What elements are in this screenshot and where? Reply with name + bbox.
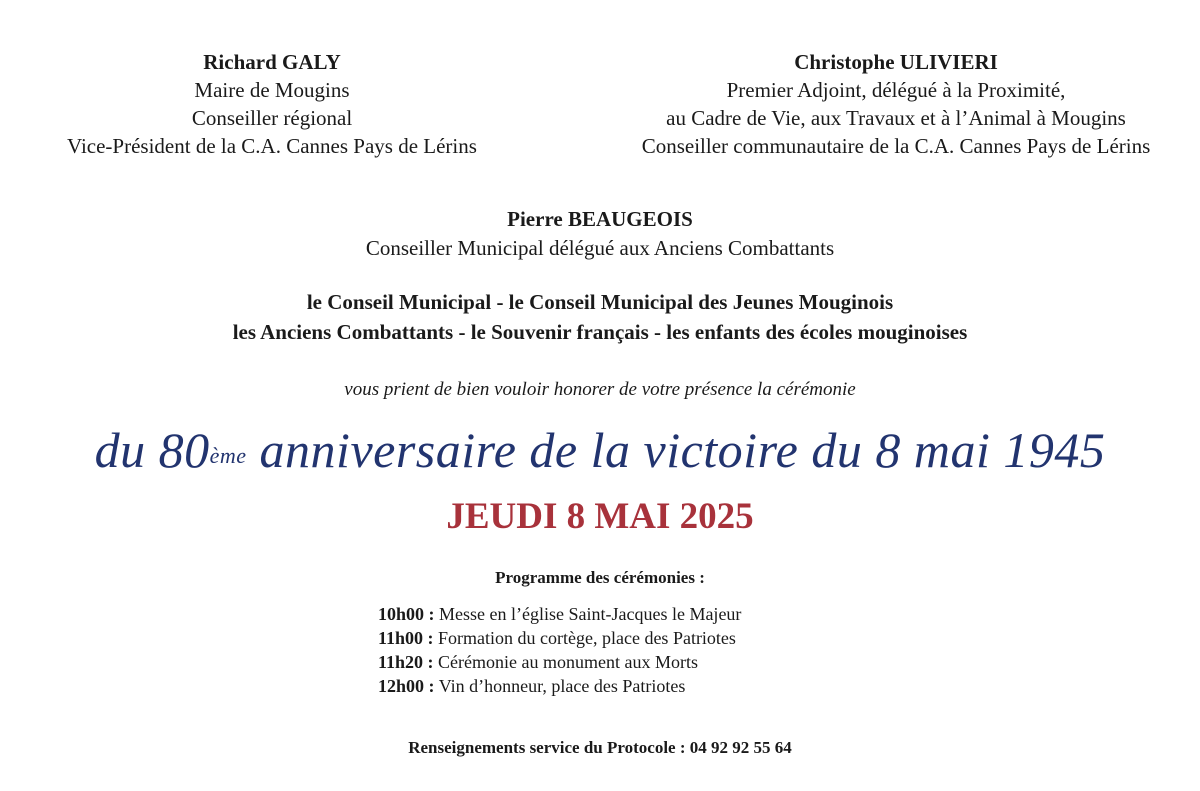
signatory-name: Pierre BEAUGEOIS [507, 207, 693, 231]
anniversary-suffix: anniversaire de la victoire du 8 mai 1945 [246, 422, 1106, 478]
invitation-text: vous prient de bien vouloir honorer de votre présence la cérémonie [344, 379, 856, 400]
programme-item [378, 674, 741, 698]
programme-time: 11h20 : [378, 652, 434, 672]
programme-time: 11h00 : [378, 628, 434, 648]
programme-list [378, 602, 741, 698]
programme-time: 10h00 : [378, 604, 435, 624]
programme-item [378, 650, 741, 674]
signatory-beaugeois [0, 205, 1200, 263]
programme-time: 12h00 : [378, 676, 435, 696]
anniversary-prefix: du 80 [94, 422, 210, 478]
programme-text: Formation du cortège, place des Patriotes [433, 628, 736, 648]
anniversary-superscript: ème [209, 443, 247, 468]
organisations [0, 287, 1200, 347]
programme-title: Programme des cérémonies : [495, 568, 705, 587]
signatory-name: Richard GALY [203, 50, 341, 74]
signatory-title: Conseiller Municipal délégué aux Anciens Combattants [365, 236, 835, 260]
programme-item [378, 602, 741, 626]
programme-text: Messe en l’église Saint-Jacques le Majeur [434, 604, 742, 624]
signatory-name: Christophe ULIVIERI [794, 50, 998, 74]
programme-item [378, 626, 741, 650]
signatory-title: Conseiller communautaire de la C.A. Cannes Pays de Lérins [641, 134, 1151, 158]
signatory-title: au Cadre de Vie, aux Travaux et à l’Animal à Mougins [666, 106, 1126, 130]
anniversary-heading [0, 410, 1200, 490]
signatory-title: Premier Adjoint, délégué à la Proximité, [726, 78, 1066, 102]
programme-text: Cérémonie au monument aux Morts [433, 652, 698, 672]
ceremony-date: JEUDI 8 MAI 2025 [446, 496, 754, 537]
signatory-title: Maire de Mougins [194, 78, 350, 102]
programme-text: Vin d’honneur, place des Patriotes [434, 676, 686, 696]
signatory-title: Vice-Président de la C.A. Cannes Pays de Lérins [67, 134, 477, 158]
signatory-title: Conseiller régional [191, 106, 353, 130]
signatory-galy [22, 48, 522, 160]
organisations-line: le Conseil Municipal - le Conseil Municipal des Jeunes Mouginois [306, 290, 894, 314]
contact-info: Renseignements service du Protocole : 04 92 92 55 64 [408, 738, 792, 757]
organisations-line: les Anciens Combattants - le Souvenir français - les enfants des écoles mouginoises [232, 320, 968, 344]
signatory-ulivieri [596, 48, 1196, 160]
